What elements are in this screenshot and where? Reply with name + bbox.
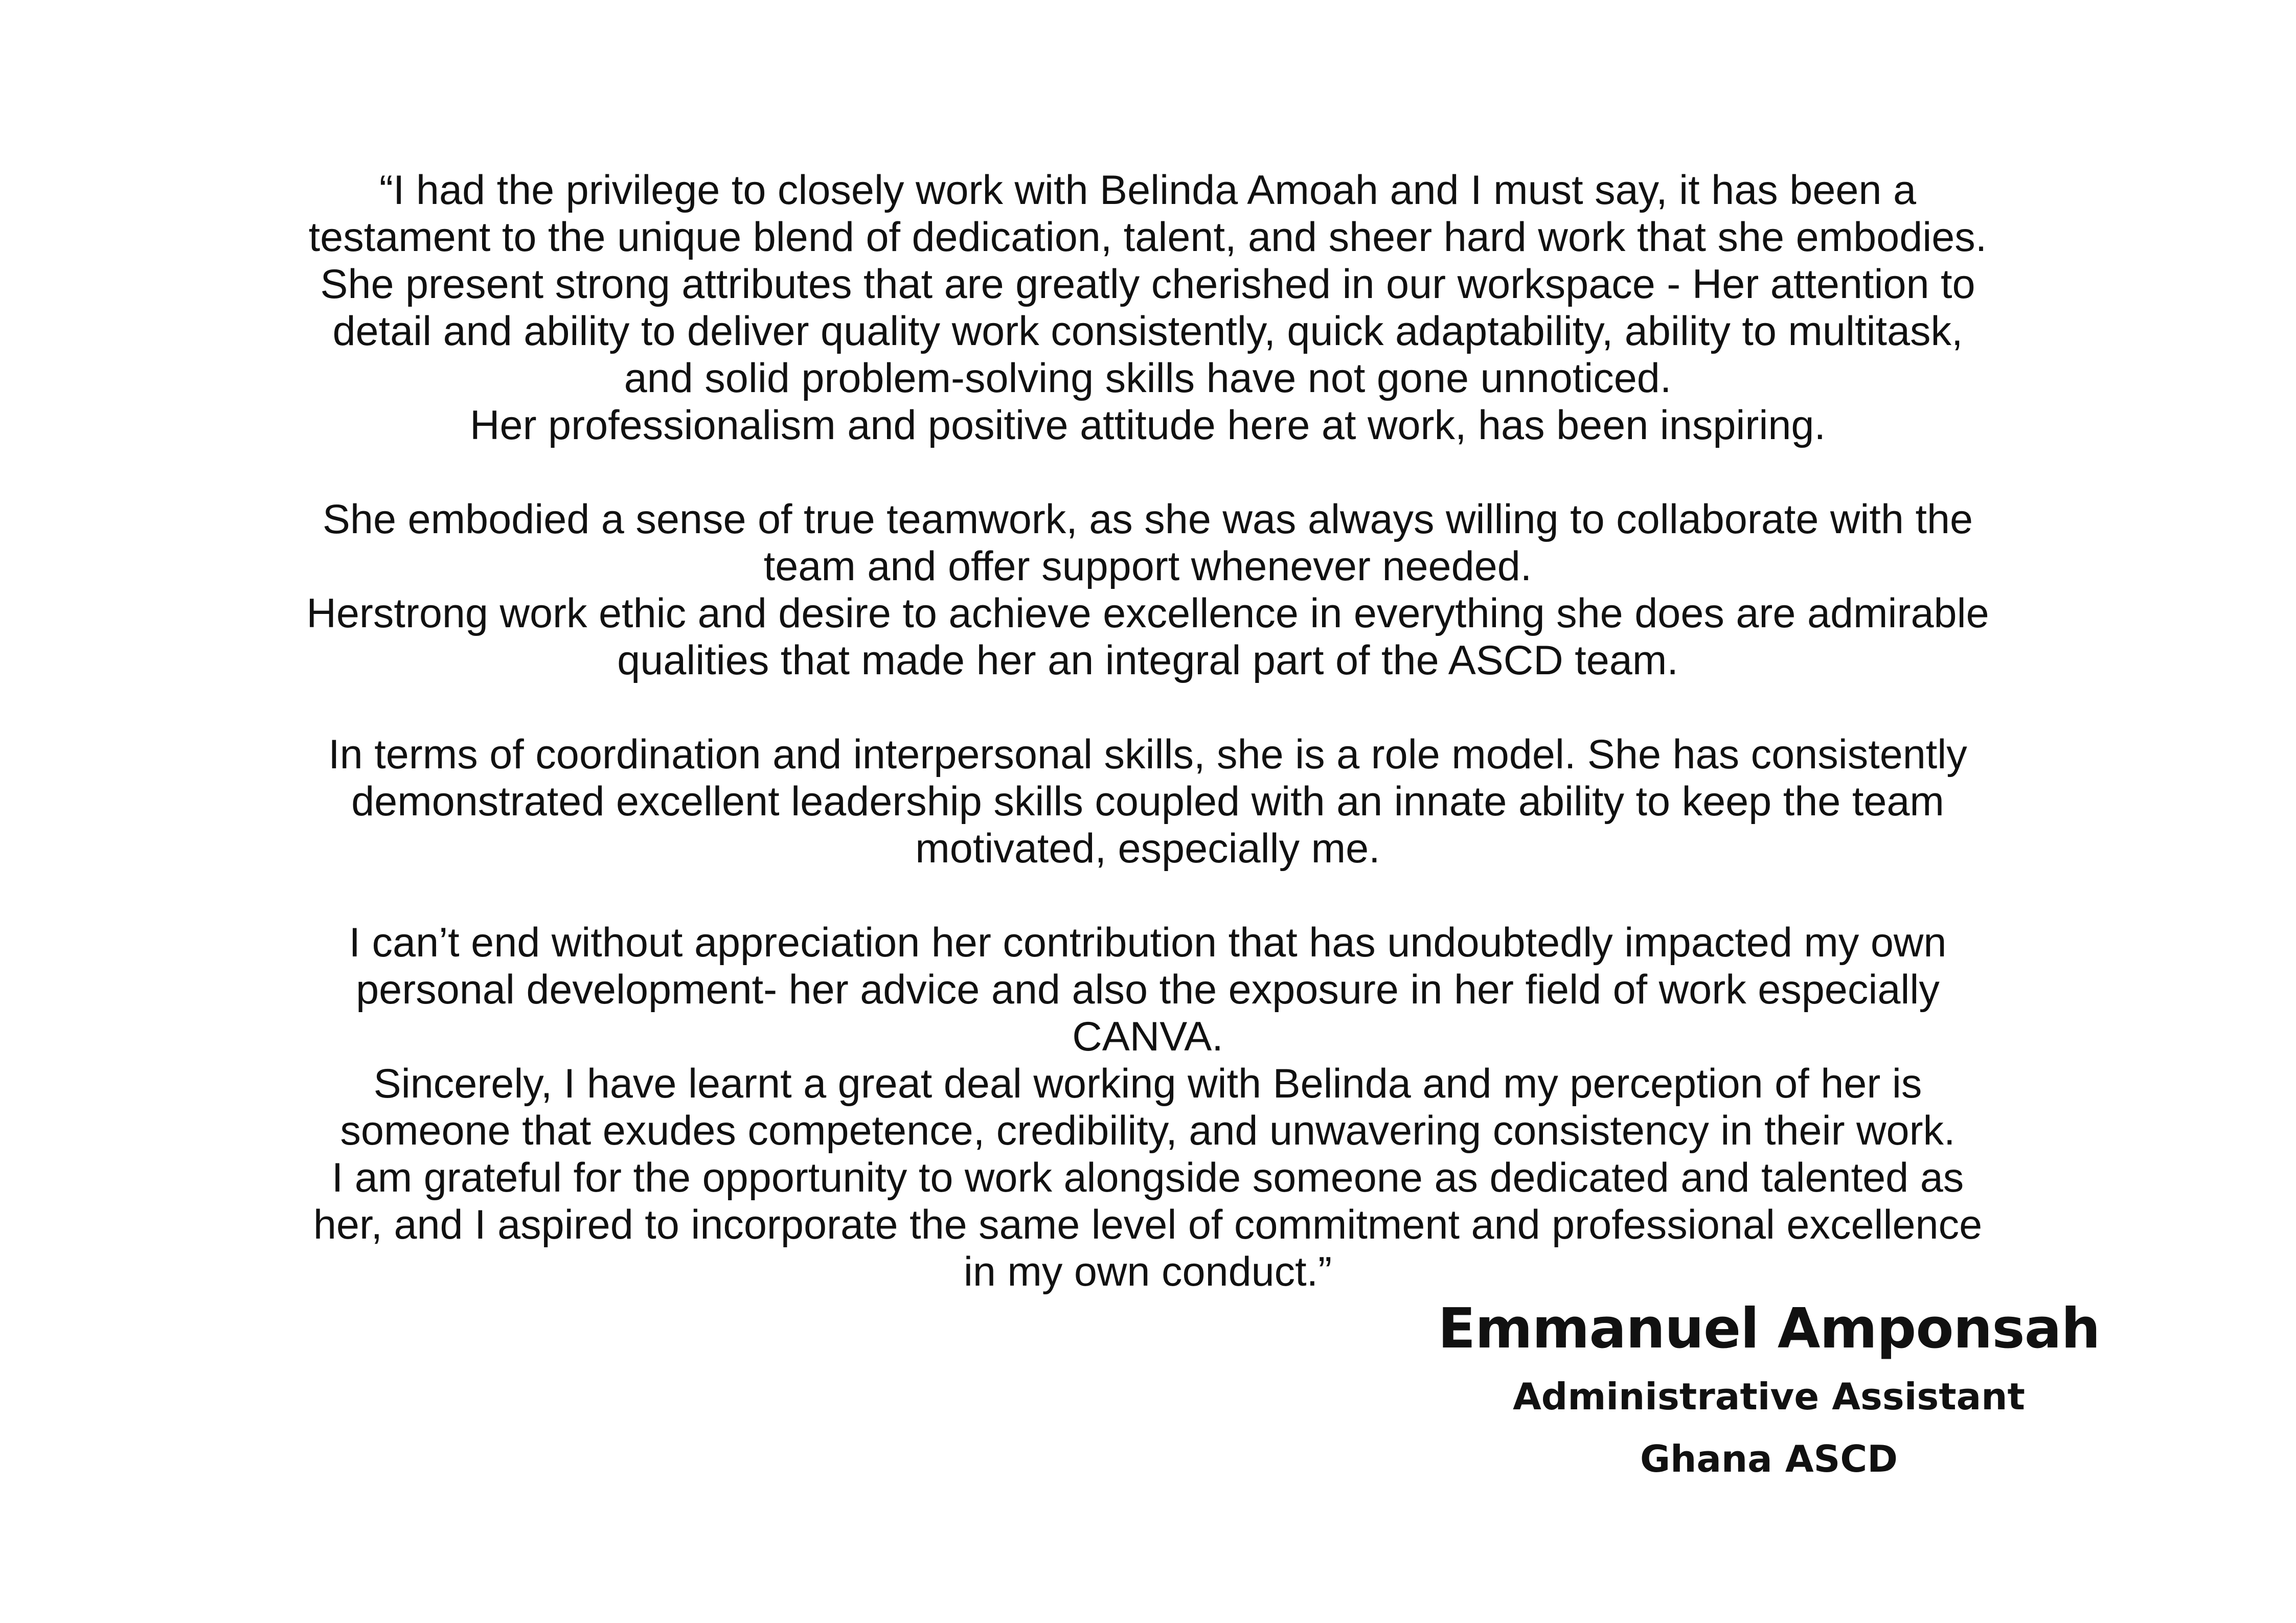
text-line: and solid problem-solving skills have not gone unnoticed. xyxy=(624,355,1672,401)
text-line: She embodied a sense of true teamwork, as she was always willing to collaborate with the xyxy=(322,496,1973,542)
text-line: In terms of coordination and interpersonal skills, she is a role model. She has consistently xyxy=(328,732,1967,778)
signatory-organization: Ghana ASCD xyxy=(1640,1437,1898,1480)
text-line: CANVA. xyxy=(1072,1014,1223,1060)
signatory-role: Administrative Assistant xyxy=(1513,1375,2025,1418)
paragraph-spacer xyxy=(184,684,2111,731)
text-line: detail and ability to deliver quality work consistently, quick adaptability, ability to multitask, xyxy=(332,308,1963,354)
testimonial-paragraph xyxy=(184,919,2111,1295)
text-line: testament to the unique blend of dedication, talent, and sheer hard work that she embodies. xyxy=(308,214,1987,260)
text-line: “I had the privilege to closely work with Belinda Amoah and I must say, it has been a xyxy=(379,167,1917,213)
text-line: in my own conduct.” xyxy=(963,1249,1332,1295)
text-line: her, and I aspired to incorporate the same level of commitment and professional excellence xyxy=(313,1202,1983,1248)
text-line: someone that exudes competence, credibility, and unwavering consistency in their work. xyxy=(340,1108,1956,1154)
text-line: team and offer support whenever needed. xyxy=(763,543,1532,589)
text-line: personal development- her advice and also the exposure in her field of work especially xyxy=(356,967,1940,1013)
text-line: Her professionalism and positive attitude here at work, has been inspiring. xyxy=(470,402,1826,448)
testimonial-paragraph xyxy=(184,496,2111,684)
text-line: Sincerely, I have learnt a great deal working with Belinda and my perception of her is xyxy=(373,1061,1922,1107)
text-line: motivated, especially me. xyxy=(915,826,1380,872)
paragraph-spacer xyxy=(184,872,2111,919)
testimonial-paragraph xyxy=(184,731,2111,872)
testimonial-text xyxy=(184,167,2111,1295)
testimonial-paragraph xyxy=(184,167,2111,449)
text-line: demonstrated excellent leadership skills coupled with an innate ability to keep the team xyxy=(351,779,1944,825)
text-line: I can’t end without appreciation her contribution that has undoubtedly impacted my own xyxy=(349,920,1947,966)
text-line: qualities that made her an integral part of the ASCD team. xyxy=(617,637,1678,683)
paragraph-spacer xyxy=(184,449,2111,496)
text-line: I am grateful for the opportunity to work alongside someone as dedicated and talented as xyxy=(331,1155,1964,1201)
text-line: Herstrong work ethic and desire to achieve excellence in everything she does are admirable xyxy=(306,590,1989,636)
text-line: She present strong attributes that are greatly cherished in our workspace - Her attention to xyxy=(320,261,1975,307)
signature-block xyxy=(1350,1293,2188,1488)
signatory-name: Emmanuel Amponsah xyxy=(1438,1297,2100,1361)
